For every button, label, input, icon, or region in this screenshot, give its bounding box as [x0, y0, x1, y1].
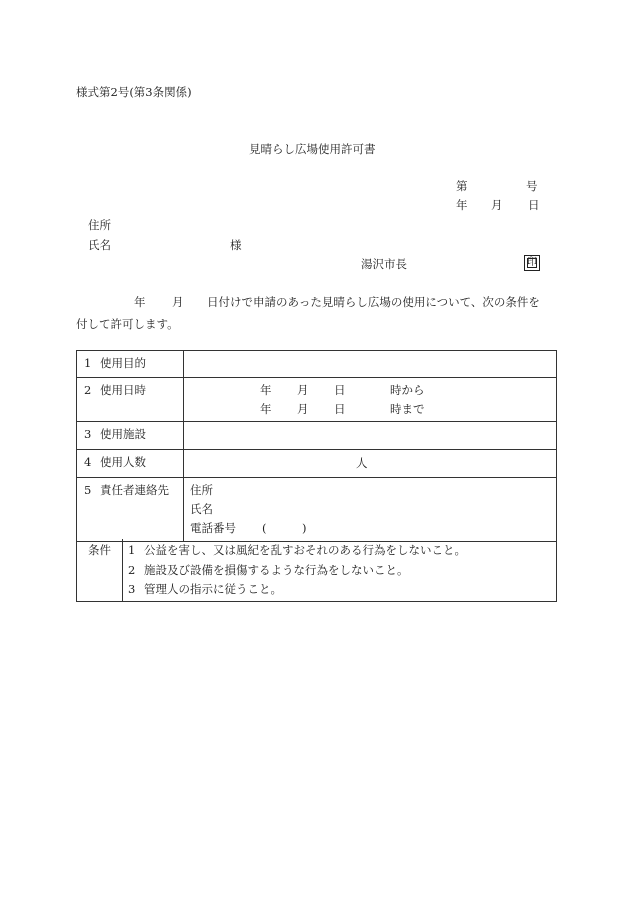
seal-text: 印: [527, 257, 537, 268]
recipient-name-label: 氏名: [88, 238, 111, 252]
permit-number-prefix: 第: [456, 179, 468, 193]
condition-item: [128, 584, 282, 596]
condition-number: 1: [128, 543, 136, 557]
phone-paren-close: ): [302, 521, 307, 535]
datetime-label: 使用日時: [100, 383, 146, 397]
row-number: 1: [84, 356, 92, 370]
conditions-table: [76, 539, 557, 602]
document-title: 見晴らし広場使用許可書: [249, 142, 376, 156]
until-month: 月: [297, 402, 309, 416]
phone-paren-open: (: [262, 521, 267, 535]
form-number: 様式第2号(第3条関係): [76, 85, 192, 99]
from-day: 日: [334, 383, 346, 397]
recipient-address-label: 住所: [88, 218, 111, 232]
row-number: 4: [84, 455, 92, 469]
contact-name-label: 氏名: [190, 502, 213, 516]
table-row: [77, 539, 557, 602]
issue-date-year: 年: [456, 198, 468, 212]
datetime-value: [184, 378, 557, 422]
people-unit: 人: [356, 456, 368, 470]
conditions-label-cell: [77, 539, 123, 602]
table-row: [77, 378, 557, 422]
row-label-cell: [77, 478, 184, 542]
body-year: 年: [134, 295, 146, 309]
condition-text: 施設及び設備を損傷するような行為をしないこと。: [144, 563, 409, 577]
table-row: [77, 351, 557, 378]
until-day: 日: [334, 402, 346, 416]
purpose-value: [184, 351, 557, 378]
from-time: 時から: [390, 383, 425, 397]
body-text-line2: 付して許可します。: [76, 317, 179, 331]
people-count-label: 使用人数: [100, 455, 146, 469]
contact-value: [184, 478, 557, 542]
condition-text: 管理人の指示に従うこと。: [144, 582, 282, 596]
row-label-cell: [77, 422, 184, 450]
facility-label: 使用施設: [100, 427, 146, 441]
table-row: [77, 422, 557, 450]
row-number: 2: [84, 383, 92, 397]
issue-date-month: 月: [491, 198, 503, 212]
conditions-label: 条件: [88, 543, 111, 557]
permit-number-suffix: 号: [526, 179, 538, 193]
conditions-list: [123, 539, 557, 602]
contact-label: 責任者連絡先: [100, 483, 169, 497]
contact-phone-label: 電話番号: [190, 521, 236, 535]
condition-text: 公益を害し、又は風紀を乱すおそれのある行為をしないこと。: [144, 543, 466, 557]
row-number: 3: [84, 427, 92, 441]
body-month: 月: [172, 295, 184, 309]
until-time: 時まで: [390, 402, 425, 416]
seal-mark: [524, 255, 540, 271]
purpose-label: 使用目的: [100, 356, 146, 370]
condition-item: [128, 565, 409, 577]
facility-value: [184, 422, 557, 450]
issue-date-day: 日: [528, 198, 540, 212]
condition-number: 3: [128, 582, 136, 596]
permit-details-table: [76, 350, 557, 542]
table-row: [77, 450, 557, 478]
row-label-cell: [77, 351, 184, 378]
from-month: 月: [297, 383, 309, 397]
condition-item: [128, 545, 466, 557]
row-label-cell: [77, 450, 184, 478]
recipient-honorific: 様: [230, 238, 242, 252]
table-row: [77, 478, 557, 542]
contact-address-label: 住所: [190, 483, 213, 497]
people-count-value: [184, 450, 557, 478]
body-text: 日付けで申請のあった見晴らし広場の使用について、次の条件を: [207, 295, 540, 309]
issuer-title: 湯沢市長: [361, 257, 407, 271]
until-year: 年: [260, 402, 272, 416]
row-number: 5: [84, 483, 92, 497]
from-year: 年: [260, 383, 272, 397]
row-label-cell: [77, 378, 184, 422]
condition-number: 2: [128, 563, 136, 577]
